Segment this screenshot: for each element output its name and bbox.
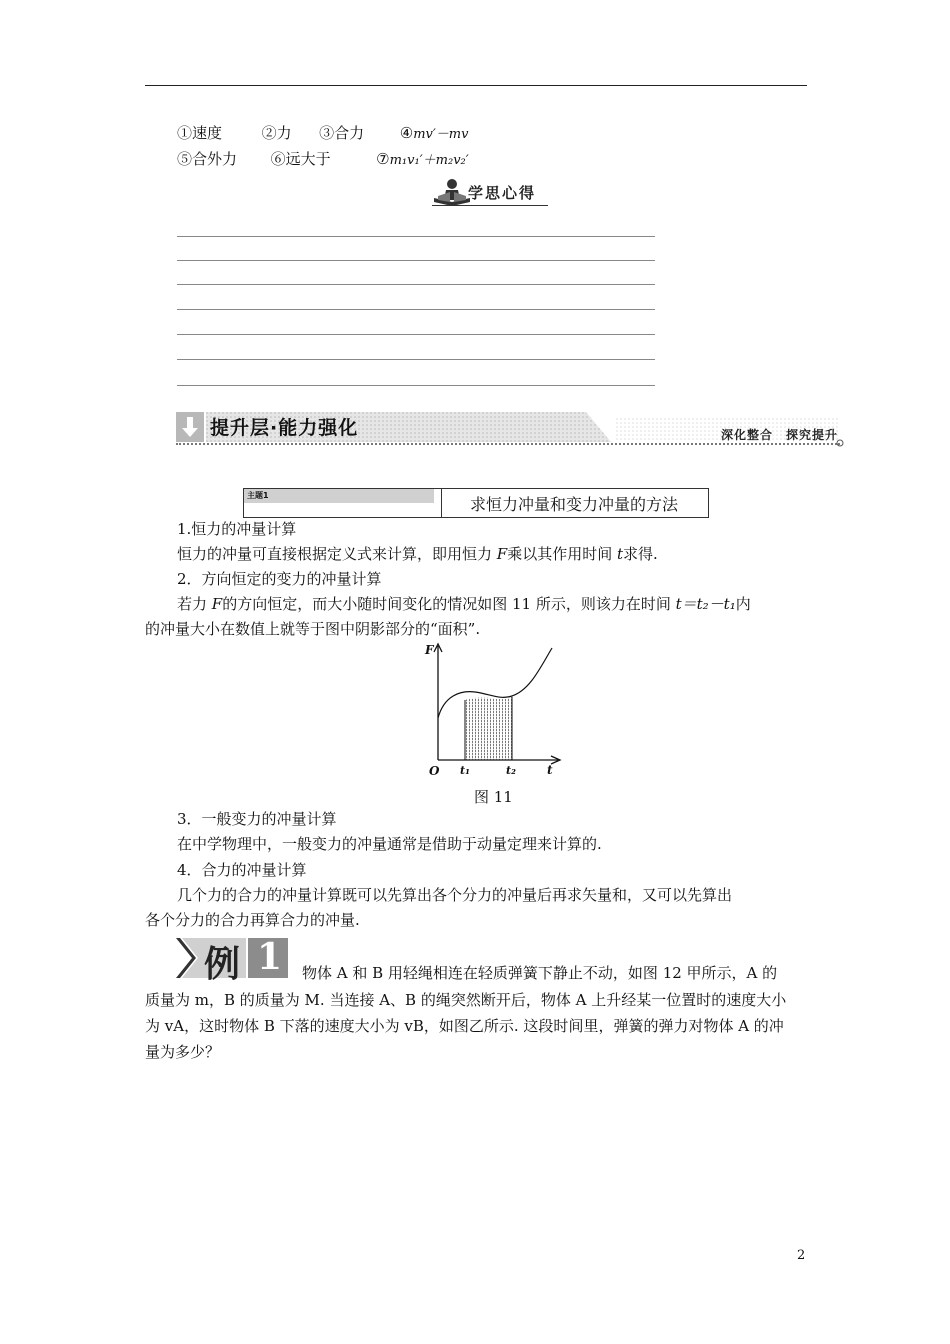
- note-line: [177, 385, 655, 386]
- note-line: [177, 359, 655, 360]
- note-line: [177, 334, 655, 335]
- note-line: [177, 284, 655, 285]
- notes-heading: [432, 176, 548, 208]
- banner-dotted-rule: [176, 443, 840, 445]
- answer-1: ①速度: [177, 124, 223, 142]
- paragraph-3: 在中学物理中，一般变力的冲量通常是借助于动量定理来计算的.: [177, 835, 602, 853]
- figure-11-graph: [420, 640, 570, 780]
- topic-title: 求恒力冲量和变力冲量的方法: [470, 495, 679, 514]
- heading-2: 2．方向恒定的变力的冲量计算: [177, 570, 382, 588]
- answer-3: ③合力: [319, 124, 365, 142]
- answer-4: mv′－mv: [413, 127, 469, 142]
- heading-4: 4．合力的冲量计算: [177, 861, 307, 879]
- origin-label: O: [429, 764, 440, 778]
- x-axis-label: t: [547, 763, 553, 777]
- header-rule: [145, 85, 807, 86]
- note-line: [177, 260, 655, 261]
- example-badge: [176, 936, 288, 985]
- example-line-3: 为 vA，这时物体 B 下落的速度大小为 vB，如图乙所示. 这段时间里，弹簧的弹力对物体 A 的冲: [145, 1017, 784, 1035]
- shaded-area: [465, 697, 512, 760]
- answer-7-marker: ⑦: [376, 150, 390, 168]
- topic-tag-label: 主题1: [247, 491, 269, 500]
- example-char: 例: [204, 944, 241, 985]
- note-line: [177, 236, 655, 237]
- t1-label: t₁: [460, 764, 470, 777]
- figure-caption: 图 11: [474, 788, 513, 806]
- page-number: 2: [797, 1248, 806, 1263]
- y-axis-label: F: [425, 643, 434, 657]
- answer-4-marker: ④: [399, 124, 414, 142]
- example-line-4: 量为多少？: [145, 1043, 221, 1061]
- section-banner-title: 提升层·能力强化: [210, 417, 359, 439]
- circle-end-icon: [836, 439, 844, 447]
- section-banner-subtitle: 深化整合 探究提升: [720, 428, 838, 442]
- answer-5: ⑤合外力: [177, 150, 238, 168]
- answer-7: m₁v₁′＋m₂v₂′: [389, 153, 469, 168]
- topic-tag: [244, 489, 434, 503]
- example-line-1: 物体 A 和 B 用轻绳相连在轻质弹簧下静止不动，如图 12 甲所示，A 的: [302, 964, 778, 982]
- answers-line-1: [177, 122, 468, 143]
- section-banner: [176, 410, 844, 448]
- answer-6: ⑥远大于: [270, 150, 331, 168]
- note-line: [177, 309, 655, 310]
- down-arrow-icon: [176, 412, 204, 442]
- topic-box: [243, 488, 709, 518]
- t2-label: t₂: [506, 764, 516, 777]
- answer-2: ②力: [261, 124, 292, 142]
- answers-line-2: [177, 148, 469, 169]
- banner-tab: [176, 412, 204, 442]
- paragraph-2-line-2: 的冲量大小在数值上就等于图中阴影部分的“面积”.: [145, 620, 481, 638]
- example-line-2: 质量为 m，B 的质量为 M. 当连接 A、B 的绳突然断开后，物体 A 上升经某一位置时的速度大小: [145, 991, 787, 1009]
- paragraph-2-line-1: 若力 F的方向恒定，而大小随时间变化的情况如图 11 所示，则该力在时间 t＝t₂－t₁内: [177, 595, 751, 613]
- heading-3: 3．一般变力的冲量计算: [177, 810, 337, 828]
- book-reader-icon: [432, 176, 472, 208]
- paragraph-4-line-2: 各个分力的合力再算合力的冲量.: [145, 911, 360, 929]
- notes-heading-text: 学思心得: [468, 184, 537, 202]
- paragraph-1: 恒力的冲量可直接根据定义式来计算，即用恒力 F乘以其作用时间 t求得.: [177, 545, 658, 563]
- example-number: 1: [257, 936, 283, 978]
- heading-1: 1.恒力的冲量计算: [177, 520, 297, 538]
- paragraph-4-line-1: 几个力的合力的冲量计算既可以先算出各个分力的冲量后再求矢量和，又可以先算出: [177, 886, 733, 904]
